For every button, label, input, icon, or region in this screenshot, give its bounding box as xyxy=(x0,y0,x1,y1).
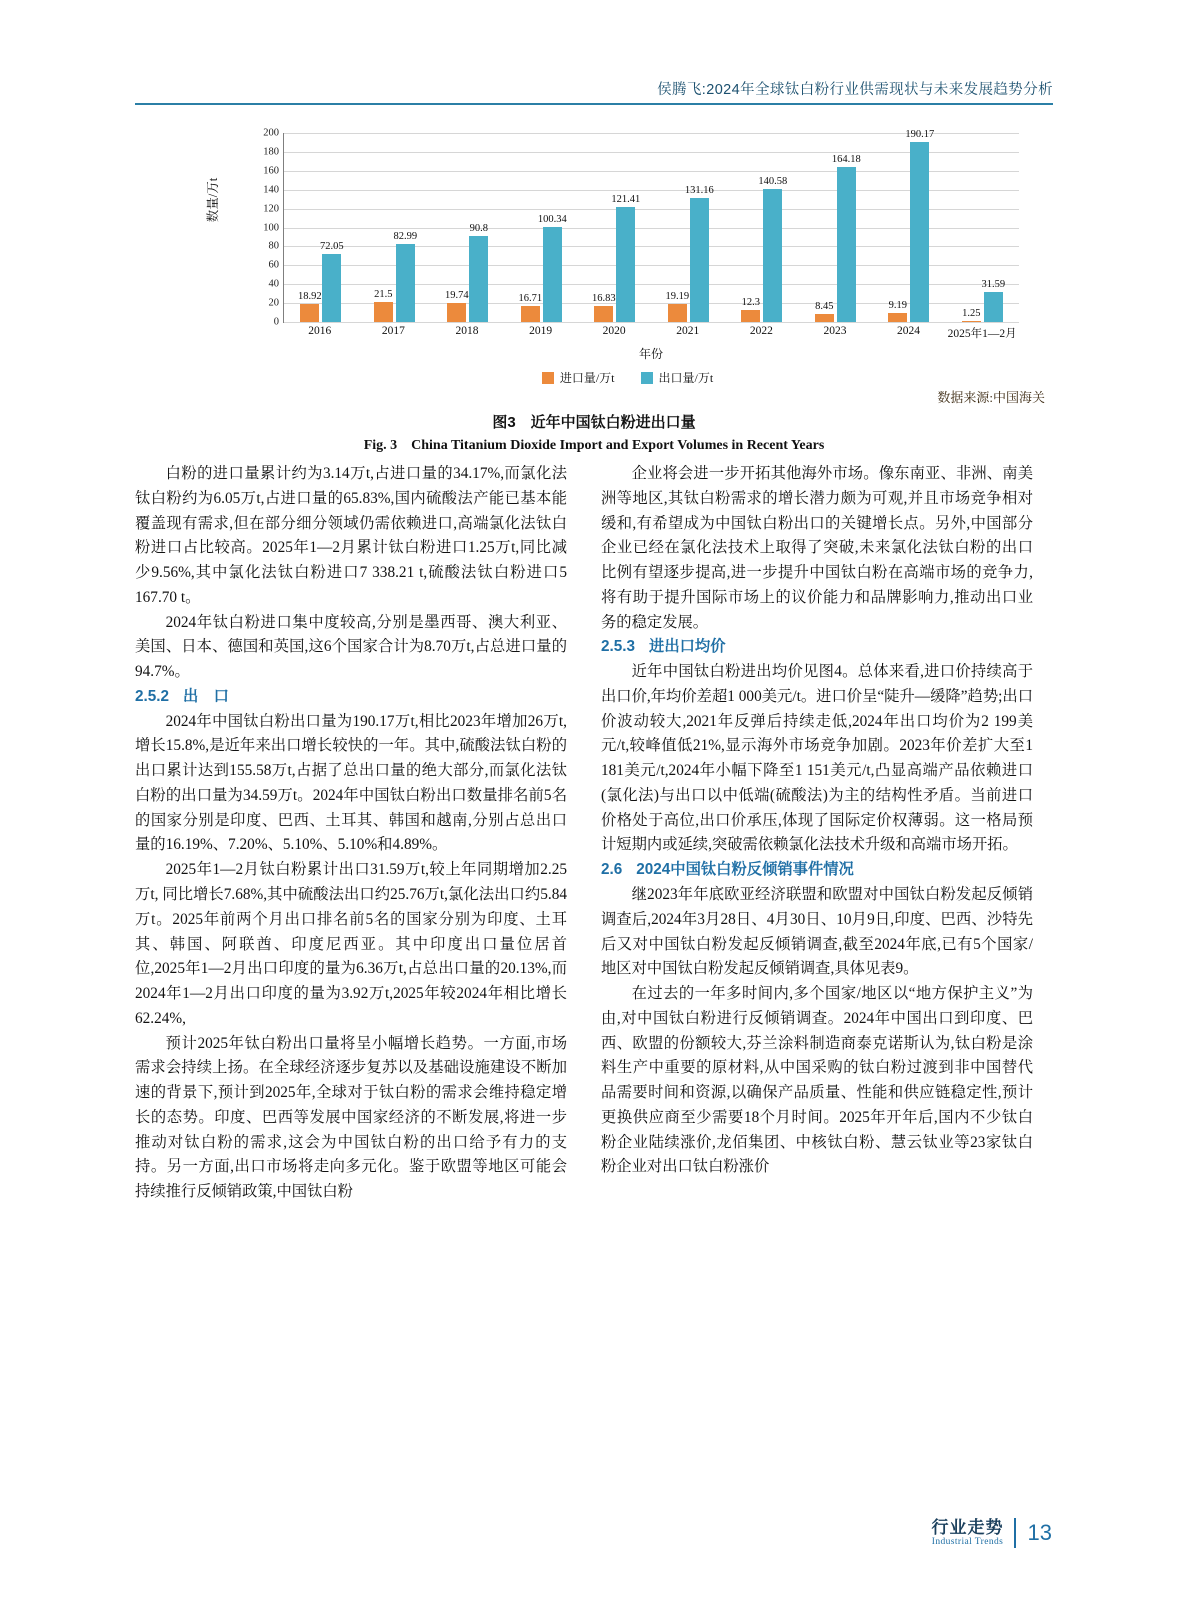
chart-bar-export xyxy=(684,185,714,322)
chart-x-tick-labels xyxy=(283,325,1019,341)
chart-bar-value-label: 31.59 xyxy=(981,279,1006,291)
chart-x-tick: 2025年1—2月 xyxy=(947,328,1017,340)
legend-swatch-import xyxy=(542,372,554,384)
chart-bar-group xyxy=(505,133,579,322)
chart-y-tick: 160 xyxy=(263,165,279,177)
chart-y-tick: 140 xyxy=(263,184,279,196)
chart-x-tick: 2018 xyxy=(455,325,479,337)
chart-gridline xyxy=(273,316,1019,328)
legend-item-export xyxy=(641,369,714,386)
chart-bar-import xyxy=(962,307,981,322)
section-title: 出 口 xyxy=(183,687,229,705)
chart-bar-import xyxy=(374,288,393,322)
chart-bar-group xyxy=(872,129,946,322)
chart-x-tick: 2016 xyxy=(308,325,332,337)
running-head: 侯腾飞:2024年全球钛白粉行业供需现状与未来发展趋势分析 xyxy=(657,82,1053,98)
chart-bar-group xyxy=(725,133,799,322)
chart-bar-export xyxy=(981,279,1006,322)
page-footer xyxy=(932,1518,1052,1548)
chart-bar-import xyxy=(297,291,322,322)
section-heading-253 xyxy=(601,635,1033,660)
section-number: 2.6 xyxy=(601,861,623,879)
paragraph: 白粉的进口量累计约为3.14万t,占进口量的34.17%,而氯化法钛白粉约为6.05万t,占进口量的65.83%,国内硫酸法产能已基本能覆盖现有需求,但在部分细分领域仍需依赖进口,高端氯化法钛白粉进口占比较高。2025年1—2月累计钛白粉进口1.25万t,同比减少9.56%,其中氯化法钛白粉进口7 338.21 t,硫酸法钛白粉进口5 167.70 t。 xyxy=(135,465,567,606)
chart-bar-import xyxy=(815,301,834,322)
figure-3 xyxy=(135,125,1053,405)
chart-bar-value-label: 82.99 xyxy=(393,230,418,242)
chart-bar-value-label: 21.5 xyxy=(374,288,393,300)
chart-bar-export xyxy=(831,153,861,322)
chart-bar-export xyxy=(611,194,641,322)
chart-bar-export xyxy=(758,176,788,322)
footer-brand-cn: 行业走势 xyxy=(931,1517,1004,1537)
chart-y-tick: 60 xyxy=(268,259,279,271)
chart-bar-value-label: 72.05 xyxy=(319,240,344,252)
chart-bar-value-label: 19.19 xyxy=(665,290,690,302)
chart-y-tick: 40 xyxy=(268,278,279,290)
chart-bar-group xyxy=(284,133,358,322)
legend-item-import xyxy=(542,369,615,386)
chart-bar-export xyxy=(319,240,344,322)
body-column-right xyxy=(601,462,1033,1180)
chart-y-tick: 120 xyxy=(263,203,279,215)
chart-bar-import xyxy=(591,293,616,322)
legend-swatch-export xyxy=(641,372,653,384)
paragraph: 在过去的一年多时间内,多个国家/地区以“地方保护主义”为由,对中国钛白粉进行反倾销调查。2024年中国出口到印度、巴西、欧盟的份额较大,芬兰涂料制造商泰克诺斯认为,钛白粉是涂料生产中重要的原材料,从中国采购的钛白粉过渡到非中国替代品需要时间和资源,以确保产品质量、性能和供应链稳定性,预计更换供应商至少需要18个月时间。2025年开年后,国内不少钛白粉企业陆续涨价,龙佰集团、中核钛白粉、慧云钛业等23家钛白粉企业对出口钛白粉涨价 xyxy=(601,985,1033,1176)
chart-bar-group xyxy=(358,133,432,322)
chart-bar-export xyxy=(905,129,935,322)
chart-bar-value-label: 131.16 xyxy=(684,185,714,197)
chart-y-tick: 200 xyxy=(263,127,279,139)
chart-bar-value-label: 18.92 xyxy=(297,291,322,303)
chart-bar-group xyxy=(652,133,726,322)
paragraph: 2025年1—2月钛白粉累计出口31.59万t,较上年同期增加2.25万t, 同比增长7.68%,其中硫酸法出口约25.76万t,氯化法出口约5.84万t。2025年前两个月出口排名前5名的国家分别为印度、土耳其、韩国、阿联酋、印度尼西亚。其中印度出口量位居首位,2025年1—2月出口印度的量为6.36万t,占总出口量的20.13%,而2024年1—2月出口印度的量为3.92万t,2025年较2024年相比增长62.24%, xyxy=(135,861,567,1027)
section-heading-26 xyxy=(601,858,1033,883)
chart-bar-group xyxy=(578,133,652,322)
chart-bar-import xyxy=(665,290,690,322)
chart-bar-export xyxy=(393,230,418,322)
chart-bar-value-label: 90.8 xyxy=(469,223,488,235)
page-number: 13 xyxy=(1027,1519,1052,1545)
figure-source-note: 数据来源:中国海关 xyxy=(937,390,1045,405)
chart-y-tick: 0 xyxy=(273,316,279,328)
chart-bar-export xyxy=(537,214,567,322)
chart-y-axis-label: 数量/万t xyxy=(206,177,220,223)
chart-bar-value-label: 9.19 xyxy=(888,300,907,312)
chart-bar-value-label: 1.25 xyxy=(962,307,981,319)
chart-bar-value-label: 190.17 xyxy=(905,129,935,141)
section-number: 2.5.3 xyxy=(601,638,636,656)
chart-bar-import xyxy=(444,290,469,322)
chart-bar-group xyxy=(799,133,873,322)
legend-label-export: 出口量/万t xyxy=(658,371,714,385)
chart-bar-import xyxy=(888,300,907,322)
paragraph: 近年中国钛白粉进出均价见图4。总体来看,进口价持续高于出口价,年均价差超1 000美元/t。进口价呈“陡升—缓降”趋势;出口价波动较大,2021年反弹后持续走低,2024年出口均价为2 199美元/t,较峰值低21%,显示海外市场竞争加剧。2023年价差扩大至1 181美元/t,2024年小幅下降至1 151美元/t,凸显高端产品依赖进口(氯化法)与出口以中低端(硫酸法)为主的结构性矛盾。当前进口价格处于高位,出口价承压,体现了国际定价权薄弱。这一格局预计短期内或延续,突破需依赖氯化法技术升级和高端市场开拓。 xyxy=(601,663,1033,854)
chart-bar-value-label: 100.34 xyxy=(537,214,567,226)
chart-plot xyxy=(263,127,1019,328)
section-title: 进出口均价 xyxy=(649,638,726,656)
paragraph: 预计2025年钛白粉出口量将呈小幅增长趋势。一方面,市场需求会持续上扬。在全球经济逐步复苏以及基础设施建设不断加速的背景下,预计到2025年,全球对于钛白粉的需求会维持稳定增长的态势。印度、巴西等发展中国家经济的不断发展,将进一步推动对钛白粉的需求,这会为中国钛白粉的出口给予有力的支持。另一方面,出口市场将走向多元化。鉴于欧盟等地区可能会持续推行反倾销政策,中国钛白粉 xyxy=(135,1034,567,1201)
chart-x-tick: 2019 xyxy=(529,325,553,337)
paragraph: 企业将会进一步开拓其他海外市场。像东南亚、非洲、南美洲等地区,其钛白粉需求的增长潜力颇为可观,并且市场竞争相对缓和,有希望成为中国钛白粉出口的关键增长点。另外,中国部分企业已经在氯化法技术上取得了突破,未来氯化法钛白粉的出口比例有望逐步提高,进一步提升中国钛白粉在高端市场的竞争力,将有助于提升国际市场上的议价能力和品牌影响力,推动出口业务的稳定发展。 xyxy=(601,465,1033,631)
chart-bar-value-label: 12.3 xyxy=(741,297,760,309)
paragraph: 2024年钛白粉进口集中度较高,分别是墨西哥、澳大利亚、美国、日本、德国和英国,这6个国家合计为8.70万t,占总进口量的94.7%。 xyxy=(135,613,567,681)
body-column-left xyxy=(135,462,567,1205)
chart-x-tick: 2024 xyxy=(897,325,921,337)
chart-bar-group xyxy=(431,133,505,322)
chart-bar-value-label: 19.74 xyxy=(444,290,469,302)
chart-area xyxy=(206,127,1025,385)
chart-bar-import xyxy=(741,297,760,322)
chart-bar-value-label: 140.58 xyxy=(758,176,788,188)
chart-y-tick: 100 xyxy=(263,222,279,233)
chart-legend xyxy=(230,369,1025,386)
paragraph: 继2023年年底欧亚经济联盟和欧盟对中国钛白粉发起反倾销调查后,2024年3月28日、4月30日、10月9日,印度、巴西、沙特先后又对中国钛白粉发起反倾销调查,截至2024年底,已有5个国家/地区对中国钛白粉发起反倾销调查,具体见表9。 xyxy=(601,886,1033,978)
paragraph: 2024年中国钛白粉出口量为190.17万t,相比2023年增加26万t,增长15.8%,是近年来出口增长较快的一年。其中,硫酸法钛白粉的出口累计达到155.58万t,占据了总出口量的绝大部分,而氯化法钛白粉的出口量为34.59万t。2024年中国钛白粉出口数量排名前5名的国家分别是印度、巴西、土耳其、韩国和越南,分别占总出口量的16.19%、7.20%、5.10%、5.10%和4.89%。 xyxy=(135,712,567,854)
chart-bar-export xyxy=(469,223,488,322)
chart-bar-value-label: 16.83 xyxy=(591,293,616,305)
chart-y-tick: 20 xyxy=(268,297,279,309)
chart-bar-import xyxy=(518,293,543,322)
running-head-rule xyxy=(135,103,1053,105)
section-heading-252 xyxy=(135,685,567,710)
chart-x-tick: 2017 xyxy=(381,325,405,337)
chart-bar-value-label: 164.18 xyxy=(831,153,861,165)
chart-bar-value-label: 8.45 xyxy=(815,301,834,313)
chart-x-tick: 2022 xyxy=(749,325,773,337)
section-number: 2.5.2 xyxy=(135,687,170,705)
chart-bar-value-label: 16.71 xyxy=(518,293,543,305)
footer-brand-en: Industrial Trends xyxy=(931,1537,1004,1548)
figure-caption-en: Fig. 3 China Titanium Dioxide Import and Export Volumes in Recent Years xyxy=(363,438,825,453)
chart-y-tick: 180 xyxy=(263,146,279,158)
chart-x-tick: 2020 xyxy=(602,325,626,337)
chart-bar-groups xyxy=(284,129,1019,322)
chart-x-tick: 2021 xyxy=(676,325,700,337)
section-title: 2024中国钛白粉反倾销事件情况 xyxy=(636,861,854,879)
figure-caption-cn: 图3 近年中国钛白粉进出口量 xyxy=(492,414,696,431)
chart-y-tick: 80 xyxy=(268,240,279,252)
footer-brand xyxy=(932,1518,1016,1548)
chart-x-tick: 2023 xyxy=(823,325,847,337)
legend-label-import: 进口量/万t xyxy=(559,371,615,385)
chart-bar-value-label: 121.41 xyxy=(611,194,641,206)
chart-bar-group xyxy=(946,133,1020,322)
chart-x-axis-label: 年份 xyxy=(638,347,663,361)
